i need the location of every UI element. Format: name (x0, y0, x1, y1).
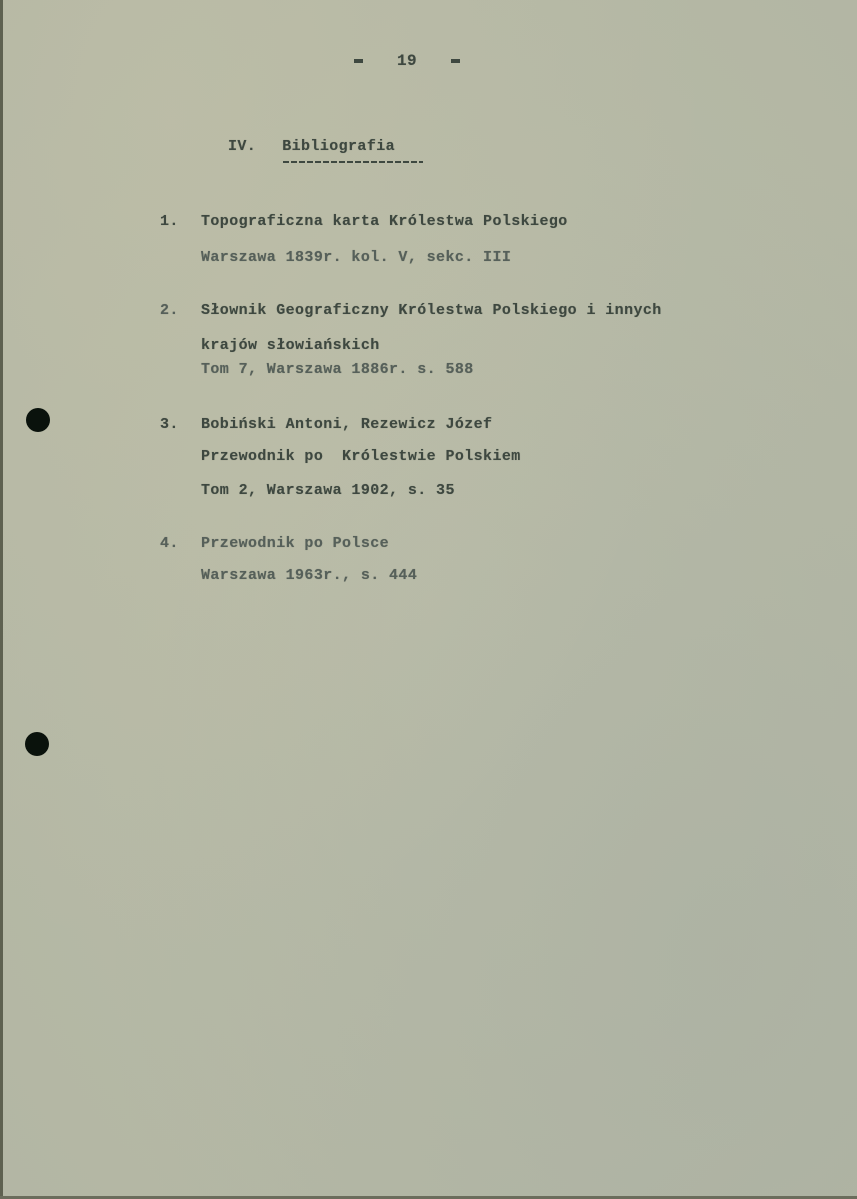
bib-entry-2-details: Tom 7, Warszawa 1886r. s. 588 (201, 361, 474, 378)
punch-hole-top (26, 408, 50, 432)
bib-entry-2-number: 2. (160, 302, 179, 319)
bib-entry-2-title: Słownik Geograficzny Królestwa Polskiego i innych (201, 302, 662, 319)
page-number-dash-right (451, 59, 460, 63)
section-title-underline (283, 161, 423, 163)
bib-entry-1-details: Warszawa 1839r. kol. V, sekc. III (201, 249, 512, 266)
page-number-value: 19 (397, 52, 418, 70)
section-roman-numeral: IV. (228, 138, 257, 155)
bib-entry-1-number: 1. (160, 213, 179, 230)
page-number (330, 34, 464, 70)
bib-entry-3-details: Tom 2, Warszawa 1902, s. 35 (201, 482, 455, 499)
bib-entry-4-title: Przewodnik po Polsce (201, 535, 390, 552)
bib-entry-1-title: Topograficzna karta Królestwa Polskiego (201, 213, 568, 230)
bib-entry-3-number: 3. (160, 416, 179, 433)
bib-entry-2-title-cont: krajów słowiańskich (201, 337, 380, 354)
page-number-dash-left (354, 59, 363, 63)
bib-entry-3-title: Przewodnik po Królestwie Polskiem (201, 448, 521, 465)
section-heading (228, 138, 395, 155)
bib-entry-4-number: 4. (160, 535, 179, 552)
bib-entry-3-authors: Bobiński Antoni, Rezewicz Józef (201, 416, 493, 433)
scan-edge-left (0, 0, 3, 1199)
section-title: Bibliografia (282, 138, 396, 155)
bib-entry-4-details: Warszawa 1963r., s. 444 (201, 567, 418, 584)
punch-hole-bottom (25, 732, 49, 756)
